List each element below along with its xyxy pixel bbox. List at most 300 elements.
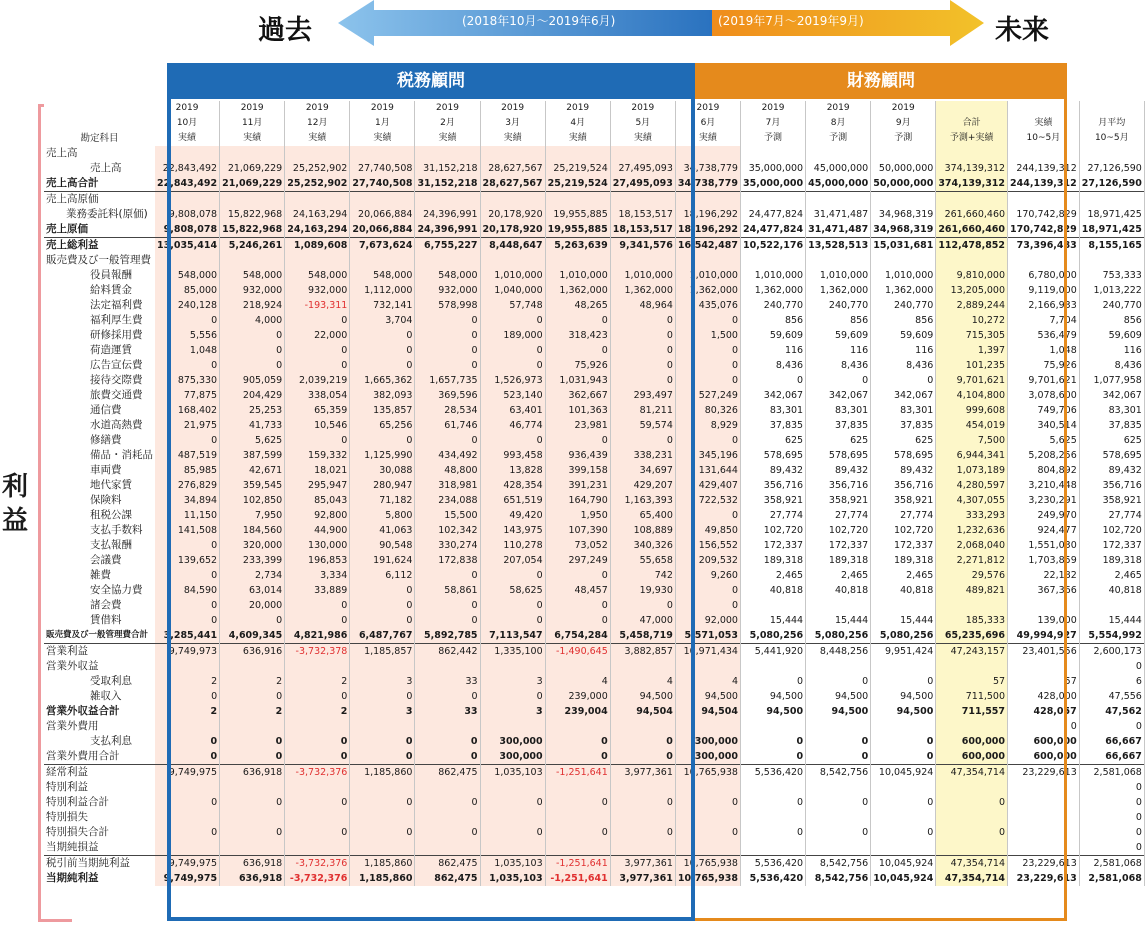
value-cell: 0: [155, 313, 220, 328]
value-cell: 0: [871, 734, 936, 749]
account-name: 特別利益合計: [46, 796, 109, 808]
value-cell: 102,850: [220, 493, 285, 508]
value-cell: [545, 840, 610, 856]
value-cell: 0: [285, 689, 350, 704]
value-cell: 172,337: [871, 538, 936, 553]
value-cell: 48,457: [545, 583, 610, 598]
value-cell: 35,000,000: [740, 176, 805, 192]
value-cell: [155, 840, 220, 856]
value-cell: 83,301: [1079, 403, 1144, 418]
account-name: 租税公課: [90, 509, 132, 521]
value-cell: 141,508: [155, 523, 220, 538]
table-row: [44, 161, 1144, 176]
value-cell: 27,126,590: [1079, 176, 1144, 192]
table-row: [44, 418, 1144, 433]
value-cell: 1,362,000: [545, 283, 610, 298]
value-cell: 2,465: [871, 568, 936, 583]
value-cell: 49,420: [480, 508, 545, 523]
header-cell: [936, 101, 1008, 116]
value-cell: 7,113,547: [480, 628, 545, 644]
table-row: [44, 313, 1144, 328]
value-cell: 999,608: [936, 403, 1008, 418]
account-name: 業務委託料(原価): [66, 208, 148, 220]
value-cell: 1,232,636: [936, 523, 1008, 538]
table-row: [44, 328, 1144, 343]
value-cell: 18,021: [285, 463, 350, 478]
value-cell: 2: [220, 674, 285, 689]
value-cell: 94,504: [610, 704, 675, 719]
value-cell: 0: [350, 689, 415, 704]
value-cell: 300,000: [480, 749, 545, 765]
value-cell: 6: [1079, 674, 1144, 689]
value-cell: 94,500: [871, 704, 936, 719]
value-cell: 3: [480, 674, 545, 689]
value-cell: 18,196,292: [675, 207, 740, 222]
value-cell: 159,332: [285, 448, 350, 463]
table-row: [44, 765, 1144, 781]
value-cell: [1008, 795, 1080, 810]
value-cell: 34,738,779: [675, 161, 740, 176]
actual-range-label: (2018年10月～2019年6月): [462, 14, 616, 28]
value-cell: 0: [610, 749, 675, 765]
account-name: 販売費及び一般管理費合計: [46, 630, 149, 640]
value-cell: 936,439: [545, 448, 610, 463]
value-cell: 0: [155, 795, 220, 810]
value-cell: 0: [415, 598, 480, 613]
value-cell: [155, 192, 220, 208]
value-cell: 548,000: [155, 268, 220, 283]
value-cell: 1,010,000: [871, 268, 936, 283]
header-cell: 2019: [285, 101, 350, 116]
header-cell: 実績: [675, 131, 740, 146]
header-cell: 2019: [610, 101, 675, 116]
value-cell: 0: [806, 734, 871, 749]
future-label: 未来: [995, 15, 1049, 46]
value-cell: [740, 598, 805, 613]
value-cell: 75,926: [545, 358, 610, 373]
value-cell: 240,770: [871, 298, 936, 313]
value-cell: 40,818: [871, 583, 936, 598]
value-cell: 18,196,292: [675, 222, 740, 238]
value-cell: [740, 780, 805, 795]
value-cell: 600,000: [936, 749, 1008, 765]
value-cell: 65,400: [610, 508, 675, 523]
value-cell: [220, 659, 285, 674]
value-cell: 0: [285, 749, 350, 765]
value-cell: 0: [545, 598, 610, 613]
value-cell: 6,944,341: [936, 448, 1008, 463]
table-row: [44, 810, 1144, 825]
value-cell: 10,765,938: [675, 871, 740, 886]
account-name: 経常利益: [44, 765, 155, 781]
value-cell: 749,706: [1008, 403, 1080, 418]
value-cell: 362,667: [545, 388, 610, 403]
value-cell: 18,153,517: [610, 222, 675, 238]
table-row: [44, 523, 1144, 538]
account-name: 広告宣伝費: [90, 359, 143, 371]
table-row: [44, 871, 1144, 886]
value-cell: 27,774: [871, 508, 936, 523]
value-cell: 0: [350, 358, 415, 373]
value-cell: 3,285,441: [155, 628, 220, 644]
value-cell: 10,272: [936, 313, 1008, 328]
value-cell: 0: [415, 328, 480, 343]
value-cell: 5,625: [1008, 433, 1080, 448]
table-row: [44, 478, 1144, 493]
account-name: 会議費: [90, 554, 122, 566]
value-cell: 428,354: [480, 478, 545, 493]
value-cell: 715,305: [936, 328, 1008, 343]
value-cell: 1,551,030: [1008, 538, 1080, 553]
value-cell: 2,039,219: [285, 373, 350, 388]
value-cell: 94,500: [806, 689, 871, 704]
value-cell: 342,067: [806, 388, 871, 403]
value-cell: 0: [155, 433, 220, 448]
value-cell: [610, 253, 675, 268]
value-cell: [806, 719, 871, 734]
header-cell: 実績: [610, 131, 675, 146]
value-cell: 0: [610, 373, 675, 388]
value-cell: 0: [155, 538, 220, 553]
value-cell: [1008, 253, 1080, 268]
value-cell: [155, 810, 220, 825]
value-cell: 0: [480, 358, 545, 373]
header-cell: 2019: [220, 101, 285, 116]
value-cell: 0: [415, 825, 480, 840]
header-cell: 2月: [415, 116, 480, 131]
value-cell: 1,526,973: [480, 373, 545, 388]
table-row: [44, 719, 1144, 734]
value-cell: 89,432: [1079, 463, 1144, 478]
value-cell: [1008, 825, 1080, 840]
value-cell: 429,407: [675, 478, 740, 493]
value-cell: 8,929: [675, 418, 740, 433]
value-cell: 932,000: [285, 283, 350, 298]
value-cell: 3,230,291: [1008, 493, 1080, 508]
value-cell: 0: [220, 734, 285, 749]
value-cell: [350, 810, 415, 825]
value-cell: 25,219,524: [545, 176, 610, 192]
value-cell: 1,010,000: [675, 268, 740, 283]
value-cell: 80,326: [675, 403, 740, 418]
value-cell: 57: [936, 674, 1008, 689]
value-cell: 0: [936, 795, 1008, 810]
value-cell: -1,251,641: [545, 871, 610, 886]
value-cell: 33: [415, 704, 480, 719]
value-cell: 636,916: [220, 644, 285, 660]
header-cell: 2019: [480, 101, 545, 116]
value-cell: [480, 810, 545, 825]
value-cell: 19,955,885: [545, 207, 610, 222]
account-name: 賃借料: [90, 614, 122, 626]
value-cell: 0: [480, 613, 545, 628]
value-cell: 2: [220, 704, 285, 719]
value-cell: [740, 146, 805, 161]
value-cell: 15,822,968: [220, 207, 285, 222]
value-cell: [415, 780, 480, 795]
table-row: [44, 403, 1144, 418]
value-cell: 0: [610, 313, 675, 328]
value-cell: 856: [871, 313, 936, 328]
value-cell: 27,740,508: [350, 176, 415, 192]
value-cell: 30,088: [350, 463, 415, 478]
value-cell: 101,235: [936, 358, 1008, 373]
value-cell: 1,500: [675, 328, 740, 343]
value-cell: 27,126,590: [1079, 161, 1144, 176]
header-cell: 実績: [545, 131, 610, 146]
value-cell: [545, 253, 610, 268]
value-cell: 300,000: [480, 734, 545, 749]
value-cell: 27,774: [740, 508, 805, 523]
account-name: 福利厚生費: [90, 314, 143, 326]
value-cell: 28,627,567: [480, 176, 545, 192]
value-cell: 856: [740, 313, 805, 328]
value-cell: 13,528,513: [806, 238, 871, 254]
value-cell: 239,004: [545, 704, 610, 719]
table-row: [44, 613, 1144, 628]
table-row: [44, 298, 1144, 313]
table-row: [44, 176, 1144, 192]
value-cell: 636,918: [220, 856, 285, 872]
value-cell: 15,031,681: [871, 238, 936, 254]
value-cell: [610, 659, 675, 674]
value-cell: [155, 146, 220, 161]
value-cell: [936, 840, 1008, 856]
profit-loss-table: [44, 101, 1145, 886]
value-cell: 0: [480, 313, 545, 328]
value-cell: 625: [871, 433, 936, 448]
value-cell: 46,774: [480, 418, 545, 433]
value-cell: [806, 810, 871, 825]
account-name: 特別利益: [46, 781, 88, 793]
value-cell: 0: [545, 825, 610, 840]
value-cell: 0: [155, 613, 220, 628]
value-cell: 94,500: [740, 689, 805, 704]
value-cell: 24,163,294: [285, 222, 350, 238]
value-cell: 2,465: [1079, 568, 1144, 583]
value-cell: 15,444: [740, 613, 805, 628]
value-cell: 45,000,000: [806, 161, 871, 176]
value-cell: 651,519: [480, 493, 545, 508]
value-cell: 21,975: [155, 418, 220, 433]
value-cell: 15,500: [415, 508, 480, 523]
value-cell: [350, 840, 415, 856]
value-cell: 345,196: [675, 448, 740, 463]
value-cell: 548,000: [220, 268, 285, 283]
value-cell: 2,465: [740, 568, 805, 583]
value-cell: 0: [871, 674, 936, 689]
value-cell: 31,471,487: [806, 207, 871, 222]
value-cell: 0: [350, 328, 415, 343]
value-cell: 3,977,361: [610, 871, 675, 886]
value-cell: 23,229,613: [1008, 765, 1080, 781]
value-cell: 102,720: [806, 523, 871, 538]
value-cell: 856: [1079, 313, 1144, 328]
value-cell: 102,720: [1079, 523, 1144, 538]
value-cell: 71,182: [350, 493, 415, 508]
value-cell: 0: [415, 358, 480, 373]
value-cell: [871, 146, 936, 161]
value-cell: [806, 780, 871, 795]
value-cell: 47,556: [1079, 689, 1144, 704]
value-cell: [1079, 192, 1144, 208]
value-cell: [871, 253, 936, 268]
value-cell: 59,609: [806, 328, 871, 343]
value-cell: 0: [675, 343, 740, 358]
value-cell: 3,078,600: [1008, 388, 1080, 403]
value-cell: 25,252,902: [285, 176, 350, 192]
value-cell: 5,536,420: [740, 871, 805, 886]
value-cell: 7,704: [1008, 313, 1080, 328]
value-cell: 0: [545, 613, 610, 628]
value-cell: [480, 840, 545, 856]
value-cell: 382,093: [350, 388, 415, 403]
value-cell: 0: [415, 749, 480, 765]
value-cell: 711,500: [936, 689, 1008, 704]
value-cell: 75,926: [1008, 358, 1080, 373]
value-cell: 49,994,927: [1008, 628, 1080, 644]
value-cell: 9,808,078: [155, 222, 220, 238]
table-row: [44, 659, 1144, 674]
value-cell: 489,821: [936, 583, 1008, 598]
value-cell: 21,069,229: [220, 161, 285, 176]
value-cell: 1,035,103: [480, 765, 545, 781]
header-type-row: [44, 131, 1144, 146]
value-cell: 164,790: [545, 493, 610, 508]
value-cell: 83,301: [806, 403, 871, 418]
value-cell: 15,444: [1079, 613, 1144, 628]
value-cell: 20,000: [220, 598, 285, 613]
value-cell: [806, 253, 871, 268]
value-cell: 23,229,613: [1008, 856, 1080, 872]
value-cell: 0: [545, 313, 610, 328]
value-cell: 4,307,055: [936, 493, 1008, 508]
value-cell: -3,732,376: [285, 856, 350, 872]
value-cell: 9,119,000: [1008, 283, 1080, 298]
value-cell: 0: [480, 568, 545, 583]
value-cell: 0: [675, 358, 740, 373]
value-cell: 1,112,000: [350, 283, 415, 298]
value-cell: 59,574: [610, 418, 675, 433]
value-cell: 435,076: [675, 298, 740, 313]
value-cell: -193,311: [285, 298, 350, 313]
value-cell: 374,139,312: [936, 161, 1008, 176]
value-cell: 1,031,943: [545, 373, 610, 388]
value-cell: 374,139,312: [936, 176, 1008, 192]
value-cell: 0: [285, 598, 350, 613]
value-cell: 73,396,483: [1008, 238, 1080, 254]
value-cell: 0: [740, 749, 805, 765]
value-cell: 0: [415, 433, 480, 448]
value-cell: 24,477,824: [740, 207, 805, 222]
value-cell: [610, 840, 675, 856]
value-cell: -3,732,376: [285, 871, 350, 886]
value-cell: 0: [285, 795, 350, 810]
value-cell: 139,652: [155, 553, 220, 568]
value-cell: 1,163,393: [610, 493, 675, 508]
value-cell: 47,562: [1079, 704, 1144, 719]
value-cell: 636,918: [220, 765, 285, 781]
value-cell: [936, 253, 1008, 268]
value-cell: 8,448,647: [480, 238, 545, 254]
value-cell: 233,399: [220, 553, 285, 568]
value-cell: [285, 659, 350, 674]
account-name: 販売費及び一般管理費: [46, 254, 151, 266]
value-cell: 9,749,975: [155, 871, 220, 886]
value-cell: [285, 253, 350, 268]
value-cell: 45,000,000: [806, 176, 871, 192]
value-cell: 0: [350, 749, 415, 765]
value-cell: 4,609,345: [220, 628, 285, 644]
account-name: 接待交際費: [90, 374, 143, 386]
value-cell: 66,667: [1079, 734, 1144, 749]
table-row: [44, 463, 1144, 478]
value-cell: 22,843,492: [155, 176, 220, 192]
value-cell: 8,436: [806, 358, 871, 373]
value-cell: 15,822,968: [220, 222, 285, 238]
value-cell: 83,301: [871, 403, 936, 418]
value-cell: 0: [1079, 780, 1144, 795]
value-cell: 172,337: [1079, 538, 1144, 553]
value-cell: [545, 192, 610, 208]
value-cell: 57,748: [480, 298, 545, 313]
value-cell: [806, 659, 871, 674]
value-cell: 0: [871, 825, 936, 840]
value-cell: 600,000: [1008, 734, 1080, 749]
value-cell: 0: [220, 613, 285, 628]
value-cell: 81,211: [610, 403, 675, 418]
value-cell: 172,838: [415, 553, 480, 568]
value-cell: 90,548: [350, 538, 415, 553]
value-cell: [350, 253, 415, 268]
account-name: 売上高合計: [46, 177, 99, 189]
value-cell: 5,554,992: [1079, 628, 1144, 644]
profit-side-label: [0, 470, 30, 538]
value-cell: 0: [545, 795, 610, 810]
value-cell: 9,749,973: [155, 644, 220, 660]
value-cell: 25,253: [220, 403, 285, 418]
value-cell: 261,660,460: [936, 207, 1008, 222]
table-row: [44, 448, 1144, 463]
value-cell: 0: [610, 433, 675, 448]
value-cell: [545, 810, 610, 825]
table-row: [44, 433, 1144, 448]
account-name: 荷造運賃: [90, 344, 132, 356]
value-cell: 85,000: [155, 283, 220, 298]
value-cell: 0: [285, 313, 350, 328]
value-cell: 0: [1079, 719, 1144, 734]
value-cell: 1,010,000: [545, 268, 610, 283]
value-cell: [545, 719, 610, 734]
account-name: 旅費交通費: [90, 389, 143, 401]
value-cell: [545, 780, 610, 795]
value-cell: 0: [350, 825, 415, 840]
value-cell: 18,153,517: [610, 207, 675, 222]
value-cell: 6,780,000: [1008, 268, 1080, 283]
value-cell: 9,701,621: [936, 373, 1008, 388]
value-cell: 0: [350, 795, 415, 810]
value-cell: 1,185,860: [350, 856, 415, 872]
value-cell: 367,366: [1008, 583, 1080, 598]
value-cell: [740, 840, 805, 856]
value-cell: [610, 810, 675, 825]
value-cell: 3,334: [285, 568, 350, 583]
value-cell: 905,059: [220, 373, 285, 388]
value-cell: 548,000: [415, 268, 480, 283]
value-cell: 5,892,785: [415, 628, 480, 644]
value-cell: 0: [415, 313, 480, 328]
value-cell: 0: [806, 373, 871, 388]
